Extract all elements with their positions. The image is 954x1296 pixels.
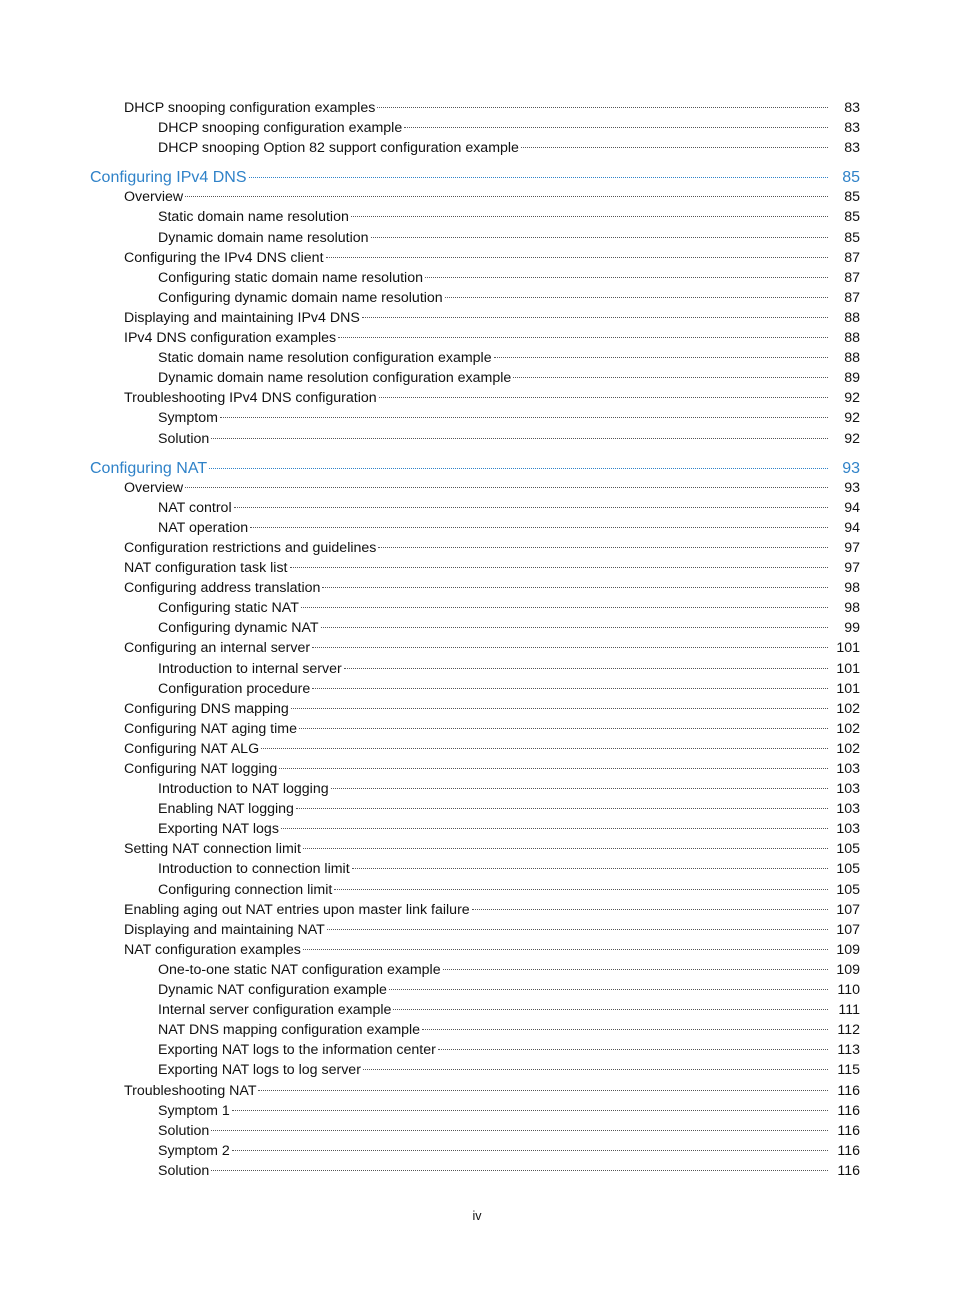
toc-entry-page: 97 [844,560,860,577]
toc-entry-title: Configuring connection limit [158,881,333,898]
dot-leader [232,1150,828,1151]
toc-entry-link[interactable] [0,661,954,681]
dot-leader [279,768,828,769]
toc-entry-title: Overview [124,479,184,496]
dot-leader [312,688,828,689]
toc-entry-link[interactable] [0,410,954,430]
toc-entry-link[interactable] [0,140,954,160]
toc-entry-page: 89 [844,370,860,387]
toc-entry-page: 103 [836,821,860,838]
toc-entry-title: Configuring IPv4 DNS [90,169,247,187]
dot-leader [389,989,828,990]
toc-entry-page: 85 [844,229,860,246]
toc-entry-page: 116 [837,1122,860,1139]
dot-leader [291,708,828,709]
toc-entry-page: 94 [844,499,860,516]
toc-entry-link[interactable] [0,741,954,761]
dot-leader [326,257,828,258]
toc-entry-title: Symptom [158,410,218,427]
toc-entry-title: Overview [124,189,184,206]
toc-entry-link[interactable] [0,230,954,250]
dot-leader [378,547,828,548]
dot-leader [234,507,828,508]
toc-entry-page: 116 [837,1102,860,1119]
toc-entry-link[interactable] [0,1062,954,1082]
toc-entry-link[interactable] [0,1083,954,1103]
toc-entry-page: 103 [836,761,860,777]
toc-entry-title: Static domain name resolution [158,209,349,226]
toc-entry-link[interactable] [0,370,954,390]
toc-entry-title: Configuring NAT ALG [124,740,260,757]
dot-leader [312,647,828,648]
toc-entry-page: 115 [837,1062,860,1079]
toc-entry-link[interactable] [0,861,954,881]
toc-entry-link[interactable] [0,801,954,821]
dot-leader [445,297,828,298]
table-of-contents [0,100,954,1183]
toc-entry-title: Introduction to internal server [158,660,342,677]
toc-entry-link[interactable] [0,1022,954,1042]
toc-entry-title: NAT operation [158,519,249,536]
toc-entry-page: 97 [844,539,860,556]
toc-entry-link[interactable] [0,942,954,962]
toc-entry-link[interactable] [0,310,954,330]
toc-entry-link[interactable] [0,480,954,500]
dot-leader [352,868,828,869]
toc-entry-title: Displaying and maintaining IPv4 DNS [124,309,360,326]
toc-entry-title: Configuring NAT aging time [124,720,297,737]
dot-leader [303,848,828,849]
dot-leader [211,438,828,439]
toc-entry-page: 102 [836,700,860,717]
toc-entry-page: 105 [836,861,860,878]
dot-leader [299,728,828,729]
toc-entry-page: 101 [836,680,860,697]
toc-entry-link[interactable] [0,1002,954,1022]
toc-entry-link[interactable] [0,290,954,310]
toc-entry-page: 92 [844,390,860,407]
toc-entry-link[interactable] [0,520,954,540]
toc-entry-page: 116 [837,1082,860,1099]
toc-entry-title: Exporting NAT logs to log server [158,1062,361,1079]
dot-leader [258,1090,828,1091]
dot-leader [422,1029,828,1030]
dot-leader [377,107,828,108]
toc-entry-title: Troubleshooting NAT [124,1082,257,1099]
toc-entry-link[interactable] [0,580,954,600]
toc-entry-link[interactable] [0,620,954,640]
dot-leader [438,1049,828,1050]
toc-entry-page: 103 [836,801,860,818]
toc-entry-page: 107 [836,901,860,918]
dot-leader [290,567,829,568]
toc-entry-page: 112 [837,1022,860,1039]
toc-entry-page: 107 [836,921,860,938]
toc-entry-title: Configuration restrictions and guidelines [124,539,377,556]
dot-leader [209,468,828,469]
toc-entry-title: NAT configuration task list [124,560,288,577]
toc-entry-page: 103 [836,781,860,798]
toc-entry-link[interactable] [0,560,954,580]
toc-entry-title: Displaying and maintaining NAT [124,921,325,938]
toc-entry-title: Symptom 1 [158,1102,230,1119]
toc-entry-link[interactable] [0,962,954,982]
toc-entry-link[interactable] [0,350,954,370]
toc-entry-link[interactable] [0,500,954,520]
toc-entry-title: Solution [158,1122,210,1139]
toc-entry-page: 83 [844,100,860,116]
toc-entry-page: 85 [842,169,860,187]
toc-entry-page: 92 [844,410,860,427]
toc-entry-page: 94 [844,519,860,536]
dot-leader [371,237,828,238]
dot-leader [404,127,828,128]
dot-leader [250,527,828,528]
dot-leader [303,949,828,950]
toc-entry-page: 83 [844,120,860,137]
toc-entry-page: 98 [844,600,860,617]
toc-entry-title: Dynamic domain name resolution [158,229,369,246]
toc-entry-title: Configuring address translation [124,580,321,597]
toc-entry-page: 111 [838,1002,860,1019]
dot-leader [185,196,828,197]
toc-entry-title: Symptom 2 [158,1142,230,1159]
toc-entry-page: 87 [844,269,860,286]
toc-entry-link[interactable] [0,821,954,841]
dot-leader [379,397,828,398]
dot-leader [351,216,828,217]
toc-entry-page: 105 [836,881,860,898]
toc-entry-title: Configuration procedure [158,680,311,697]
dot-leader [331,788,828,789]
dot-leader [281,828,828,829]
dot-leader [362,317,828,318]
toc-entry-link[interactable] [0,431,954,451]
toc-entry-title: Configuring NAT logging [124,761,278,777]
toc-entry-title: IPv4 DNS configuration examples [124,330,337,347]
toc-entry-title: Configuring dynamic domain name resolution [158,289,443,306]
toc-entry-page: 88 [844,330,860,347]
toc-entry-title: One-to-one static NAT configuration example [158,961,441,978]
toc-entry-page: 116 [837,1162,860,1179]
toc-entry-link[interactable] [0,120,954,140]
toc-entry-page: 109 [836,961,860,978]
dot-leader [344,668,828,669]
toc-entry-title: Solution [158,1162,210,1179]
toc-entry-link[interactable] [0,701,954,721]
dot-leader [301,607,828,608]
toc-entry-title: Setting NAT connection limit [124,841,301,858]
toc-entry-link[interactable] [0,1123,954,1143]
toc-entry-link[interactable] [0,189,954,209]
dot-leader [220,417,828,418]
toc-entry-title: NAT DNS mapping configuration example [158,1022,421,1039]
toc-chapter-link[interactable] [0,169,954,189]
page-number: iv [472,1209,482,1223]
toc-entry-page: 93 [842,459,860,477]
toc-entry-link[interactable] [0,1042,954,1062]
dot-leader [472,909,828,910]
toc-entry-title: Static domain name resolution configuration example [158,350,492,367]
dot-leader [185,487,828,488]
toc-entry-link[interactable] [0,209,954,229]
toc-entry-title: Solution [158,430,210,447]
toc-entry-page: 101 [836,640,860,657]
toc-entry-link[interactable] [0,600,954,620]
toc-entry-page: 83 [844,140,860,157]
toc-entry-page: 98 [844,580,860,597]
dot-leader [321,627,828,628]
toc-entry-page: 92 [844,430,860,447]
dot-leader [443,969,828,970]
toc-entry-title: Enabling aging out NAT entries upon master link failure [124,901,470,918]
toc-entry-page: 85 [844,189,860,206]
toc-entry-link[interactable] [0,640,954,660]
toc-entry-title: DHCP snooping configuration examples [124,100,376,116]
toc-entry-link[interactable] [0,250,954,270]
toc-entry-page: 102 [836,740,860,757]
dot-leader [513,377,828,378]
dot-leader [261,748,828,749]
toc-entry-page: 88 [844,309,860,326]
toc-entry-link[interactable] [0,1143,954,1163]
toc-entry-title: Configuring NAT [90,459,208,477]
toc-entry-page: 99 [844,620,860,637]
toc-entry-title: Dynamic NAT configuration example [158,982,387,999]
dot-leader [425,277,828,278]
toc-entry-link[interactable] [0,982,954,1002]
toc-entry-page: 87 [844,289,860,306]
toc-entry-link[interactable] [0,540,954,560]
toc-entry-link[interactable] [0,781,954,801]
toc-entry-title: Configuring the IPv4 DNS client [124,249,324,266]
toc-entry-title: DHCP snooping Option 82 support configuration example [158,140,519,157]
toc-entry-title: Enabling NAT logging [158,801,294,818]
toc-entry-link[interactable] [0,330,954,350]
toc-entry-title: DHCP snooping configuration example [158,120,403,137]
dot-leader [327,929,828,930]
toc-entry-link[interactable] [0,761,954,781]
toc-entry-page: 101 [836,660,860,677]
toc-entry-link[interactable] [0,681,954,701]
toc-entry-title: Internal server configuration example [158,1002,392,1019]
toc-entry-title: Configuring static domain name resolution [158,269,423,286]
toc-entry-page: 105 [836,841,860,858]
toc-entry-title: Troubleshooting IPv4 DNS configuration [124,390,377,407]
toc-entry-link[interactable] [0,270,954,290]
toc-entry-title: Configuring static NAT [158,600,299,617]
toc-entry-link[interactable] [0,390,954,410]
toc-entry-page: 85 [844,209,860,226]
dot-leader [334,889,828,890]
toc-entry-link[interactable] [0,1163,954,1183]
dot-leader [521,147,828,148]
dot-leader [249,177,828,178]
toc-entry-page: 87 [844,249,860,266]
dot-leader [232,1110,828,1111]
toc-entry-page: 102 [836,720,860,737]
toc-entry-link[interactable] [0,841,954,861]
toc-entry-link[interactable] [0,902,954,922]
dot-leader [211,1170,828,1171]
toc-entry-link[interactable] [0,100,954,120]
dot-leader [494,357,828,358]
toc-entry-page: 116 [837,1142,860,1159]
toc-entry-title: Configuring dynamic NAT [158,620,319,637]
toc-entry-title: Introduction to connection limit [158,861,350,878]
dot-leader [322,587,828,588]
toc-entry-title: Dynamic domain name resolution configuration example [158,370,512,387]
toc-entry-link[interactable] [0,882,954,902]
toc-entry-page: 93 [844,479,860,496]
dot-leader [363,1069,828,1070]
toc-entry-title: Exporting NAT logs [158,821,279,838]
toc-chapter-link[interactable] [0,460,954,480]
toc-entry-link[interactable] [0,922,954,942]
toc-entry-page: 113 [837,1042,860,1059]
toc-entry-title: Exporting NAT logs to the information center [158,1042,436,1059]
toc-entry-title: Introduction to NAT logging [158,781,329,798]
toc-entry-page: 88 [844,350,860,367]
dot-leader [211,1130,828,1131]
toc-entry-title: Configuring an internal server [124,640,311,657]
toc-entry-title: NAT control [158,499,232,516]
toc-entry-title: Configuring DNS mapping [124,700,289,717]
toc-entry-link[interactable] [0,1103,954,1123]
dot-leader [393,1009,828,1010]
toc-entry-link[interactable] [0,721,954,741]
toc-entry-page: 110 [837,982,860,999]
toc-entry-page: 109 [836,941,860,958]
dot-leader [338,337,828,338]
dot-leader [296,808,828,809]
toc-entry-title: NAT configuration examples [124,941,301,958]
